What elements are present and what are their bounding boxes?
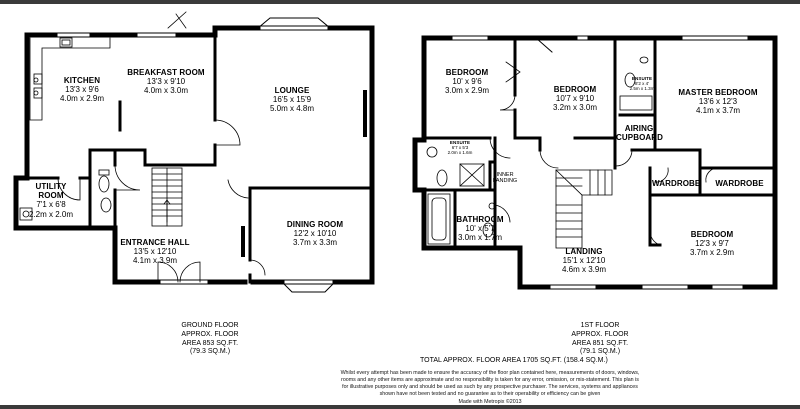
caption-line: GROUND FLOOR <box>181 322 239 329</box>
room-label-wardrobe-a <box>652 179 700 188</box>
room-name-line1: INNER <box>496 172 514 178</box>
room-dim-metric: 4.1m x 3.7m <box>695 106 740 116</box>
caption-line: AREA 851 SQ.FT. <box>571 339 629 347</box>
room-dim-metric: 4.1m x 3.9m <box>132 256 177 266</box>
room-label-master-bedroom <box>668 88 768 116</box>
room-name: DINING ROOM <box>286 220 344 229</box>
room-name: BATHROOM <box>456 215 504 224</box>
room-name: ENSUITE <box>631 76 653 81</box>
room-label-bedroom-3 <box>672 230 752 258</box>
room-name: KITCHEN <box>63 76 101 85</box>
room-name: BEDROOM <box>690 230 734 239</box>
room-name: WARDROBE <box>652 179 701 188</box>
room-dim-imperial: 16'5 x 15'9 <box>272 95 312 105</box>
room-dim-imperial: 12'2 x 10'10 <box>293 229 337 239</box>
ground-floor-caption <box>155 322 265 357</box>
room-dim-imperial: 15'1 x 12'10 <box>562 256 606 266</box>
room-dim-metric: 2.0m x 1.6m <box>447 150 473 156</box>
credit-text: Made with Metropix ©2013 <box>458 398 522 405</box>
room-dim-metric: 3.0m x 2.9m <box>444 86 489 96</box>
room-name: BEDROOM <box>553 85 597 94</box>
room-name: ENSUITE <box>449 140 471 145</box>
room-label-inner-landing <box>491 172 519 185</box>
room-label-airing-cupboard <box>616 124 662 142</box>
room-dim-imperial: 12'3 x 9'7 <box>695 239 729 249</box>
room-label-bathroom <box>450 215 510 243</box>
room-label-breakfast-room <box>118 68 214 96</box>
room-dim-imperial: 10'7 x 9'10 <box>555 94 595 104</box>
room-name: ENTRANCE HALL <box>120 238 190 247</box>
first-floor-caption <box>545 322 655 357</box>
room-dim-metric: 4.0m x 3.0m <box>143 86 188 96</box>
room-name: BEDROOM <box>445 68 489 77</box>
room-label-bedroom-2 <box>540 85 610 113</box>
room-name-line2: ROOM <box>38 191 64 201</box>
caption-line: APPROX. FLOOR <box>181 330 239 338</box>
room-name-line1: AIRING <box>624 124 654 133</box>
room-dim-imperial: 8'2 x 4' <box>635 81 649 87</box>
top-bar <box>0 0 800 4</box>
disclaimer-text: Whilst every attempt has been made to ensure the accuracy of the floor plan contained here, measurements of doors, windows, rooms and any other items are approximate and no responsibility is taken for any error, omission, or mis-statement. This plan is for illustrative purposes only and should be used as such by any prospective purchaser. The services, systems and appliances shown have not been tested and no guarantee as to their operability or efficiency can be given <box>340 370 640 398</box>
total-floor-area: TOTAL APPROX. FLOOR AREA 1705 SQ.FT. (158.4 SQ.M.) <box>420 357 608 364</box>
room-dim-metric: 3.2m x 3.0m <box>552 103 597 113</box>
room-dim-imperial: 10' x 5'7 <box>465 224 495 234</box>
room-dim-imperial: 10' x 9'6 <box>452 77 482 87</box>
room-dim-imperial: 7'1 x 6'8 <box>36 200 66 210</box>
room-name-line2: CUPBOARD <box>616 133 664 143</box>
room-dim-metric: 5.0m x 4.8m <box>269 104 314 114</box>
room-label-dining-room <box>270 220 360 248</box>
room-label-kitchen <box>52 76 112 104</box>
room-name: WARDROBE <box>715 179 764 188</box>
room-name: MASTER BEDROOM <box>678 88 758 97</box>
disclaimer <box>340 370 640 406</box>
room-dim-metric: 4.0m x 2.9m <box>59 94 104 104</box>
room-dim-imperial: 13'3 x 9'6 <box>65 85 99 95</box>
room-label-utility-room <box>22 182 80 219</box>
room-dim-metric: 3.7m x 2.9m <box>689 248 734 258</box>
caption-line: 1ST FLOOR <box>580 322 620 329</box>
caption-line: (79.3 SQ.M.) <box>189 348 231 356</box>
room-label-landing <box>544 247 624 275</box>
room-dim-metric: 3.0m x 1.7m <box>457 233 502 243</box>
room-dim-metric: 3.7m x 3.3m <box>292 238 337 248</box>
caption-line: AREA 853 SQ.FT. <box>181 339 239 347</box>
room-label-ensuite-master <box>622 76 662 92</box>
room-label-wardrobe-b <box>712 179 767 188</box>
room-name-line2: LANDING <box>492 178 518 185</box>
room-dim-imperial: 13'5 x 12'10 <box>133 247 177 257</box>
room-label-entrance-hall <box>110 238 200 266</box>
room-name: LOUNGE <box>274 86 310 95</box>
room-dim-imperial: 6'7 x 5'3 <box>451 145 469 151</box>
caption-line: APPROX. FLOOR <box>571 330 629 338</box>
room-dim-metric: 4.6m x 3.9m <box>561 265 606 275</box>
room-label-bedroom-1 <box>432 68 502 96</box>
room-dim-imperial: 13'6 x 12'3 <box>698 97 738 107</box>
room-name-line1: UTILITY <box>35 182 67 191</box>
caption-line: (79.1 SQ.M.) <box>579 348 621 356</box>
room-label-lounge <box>252 86 332 114</box>
room-name: LANDING <box>565 247 603 256</box>
room-dim-metric: 2.5m x 1.3m <box>629 86 655 92</box>
room-label-ensuite-small <box>440 140 480 156</box>
room-name: BREAKFAST ROOM <box>127 68 205 77</box>
room-dim-imperial: 13'3 x 9'10 <box>146 77 186 87</box>
room-dim-metric: 2.2m x 2.0m <box>28 209 73 219</box>
